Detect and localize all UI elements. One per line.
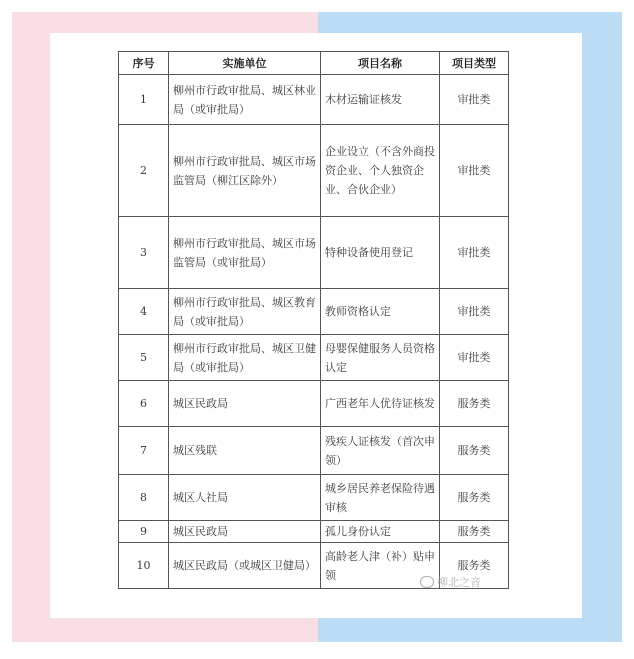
cell-seq: 9 (119, 521, 169, 543)
cell-type: 审批类 (440, 289, 509, 335)
cell-type: 服务类 (440, 521, 509, 543)
watermark (420, 574, 481, 590)
cell-item: 木材运输证核发 (321, 75, 440, 125)
cell-item: 城乡居民养老保险待遇审核 (321, 475, 440, 521)
cell-item: 广西老年人优待证核发 (321, 381, 440, 427)
cell-seq: 5 (119, 335, 169, 381)
table-row (119, 217, 509, 289)
cell-unit: 城区残联 (169, 427, 321, 475)
cell-item: 特种设备使用登记 (321, 217, 440, 289)
cell-seq: 6 (119, 381, 169, 427)
header-type: 项目类型 (440, 52, 509, 75)
cell-seq: 3 (119, 217, 169, 289)
table-header-row (119, 52, 509, 75)
cell-unit: 城区人社局 (169, 475, 321, 521)
cell-unit: 城区民政局（或城区卫健局） (169, 543, 321, 589)
cell-item: 残疾人证核发（首次申领） (321, 427, 440, 475)
watermark-text: 柳北之音 (437, 576, 481, 589)
document-card (50, 33, 582, 618)
cell-type: 审批类 (440, 125, 509, 217)
cell-seq: 1 (119, 75, 169, 125)
cell-seq: 10 (119, 543, 169, 589)
cell-item: 教师资格认定 (321, 289, 440, 335)
cell-unit: 柳州市行政审批局、城区卫健局（或审批局） (169, 335, 321, 381)
header-item: 项目名称 (321, 52, 440, 75)
header-seq: 序号 (119, 52, 169, 75)
cell-unit: 柳州市行政审批局、城区教育局（或审批局） (169, 289, 321, 335)
table-row (119, 75, 509, 125)
cell-type: 审批类 (440, 335, 509, 381)
cell-type: 审批类 (440, 217, 509, 289)
cell-unit: 柳州市行政审批局、城区市场监管局（或审批局） (169, 217, 321, 289)
cell-seq: 4 (119, 289, 169, 335)
cell-item: 母婴保健服务人员资格认定 (321, 335, 440, 381)
cell-type: 服务类 (440, 543, 509, 589)
table-row (119, 335, 509, 381)
table-row (119, 427, 509, 475)
wechat-icon (420, 576, 434, 588)
cell-seq: 8 (119, 475, 169, 521)
cell-seq: 2 (119, 125, 169, 217)
table-row (119, 289, 509, 335)
cell-unit: 城区民政局 (169, 381, 321, 427)
cell-type: 服务类 (440, 427, 509, 475)
header-unit: 实施单位 (169, 52, 321, 75)
cell-unit: 柳州市行政审批局、城区林业局（或审批局） (169, 75, 321, 125)
table-row (119, 475, 509, 521)
cell-unit: 柳州市行政审批局、城区市场监管局（柳江区除外） (169, 125, 321, 217)
cell-unit: 城区民政局 (169, 521, 321, 543)
cell-type: 服务类 (440, 475, 509, 521)
table-row (119, 125, 509, 217)
cell-item: 企业设立（不含外商投资企业、个人独资企业、合伙企业） (321, 125, 440, 217)
table-row (119, 521, 509, 543)
cell-type: 服务类 (440, 381, 509, 427)
table-row (119, 381, 509, 427)
cell-item: 孤儿身份认定 (321, 521, 440, 543)
cell-type: 审批类 (440, 75, 509, 125)
cell-item: 高龄老人津（补）贴申领 (321, 543, 440, 589)
approval-items-table (118, 51, 509, 589)
cell-seq: 7 (119, 427, 169, 475)
